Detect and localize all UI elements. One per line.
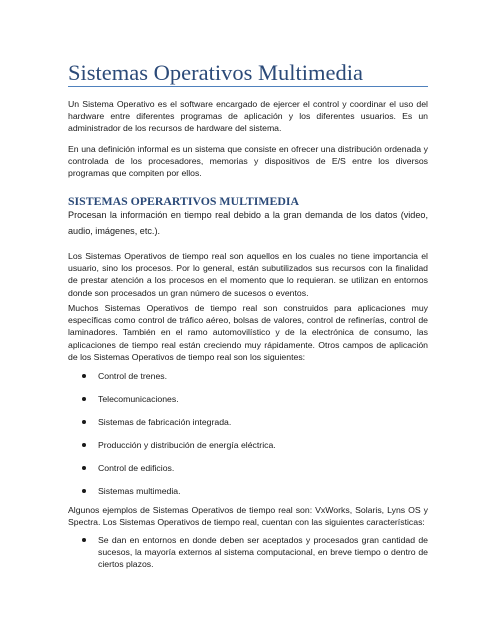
bullet-icon xyxy=(82,538,86,542)
examples-paragraph: Algunos ejemplos de Sistemas Operativos de tiempo real son: VxWorks, Solaris, Lyns OS y Spectra. Los Sistemas Operativos de tiempo real, cuentan con las siguientes características: xyxy=(68,505,428,528)
section-heading: SISTEMAS OPERARTIVOS MULTIMEDIA xyxy=(68,194,299,208)
bullet-icon xyxy=(82,443,86,447)
applications-list xyxy=(68,370,428,508)
list-item xyxy=(68,370,428,393)
characteristics-list xyxy=(68,534,428,571)
list-item-text: Se dan en entornos en donde deben ser aceptados y procesados gran cantidad de sucesos, la mayoría externos al sistema computacional, en breve tiempo o dentro de ciertos plazos. xyxy=(98,535,428,570)
list-item-text: Telecomunicaciones. xyxy=(98,394,179,404)
list-item-text: Sistemas de fabricación integrada. xyxy=(98,417,232,427)
list-item xyxy=(68,416,428,439)
list-item-text: Producción y distribución de energía eléctrica. xyxy=(98,440,276,450)
list-item xyxy=(68,439,428,462)
bullet-icon xyxy=(82,397,86,401)
list-item-text: Control de edificios. xyxy=(98,463,175,473)
list-item xyxy=(68,393,428,416)
bullet-icon xyxy=(82,420,86,424)
list-item-text: Sistemas multimedia. xyxy=(98,486,181,496)
intro-paragraph-1: Un Sistema Operativo es el software encargado de ejercer el control y coordinar el uso del hardware entre diferentes programas de aplicación y los diferentes usuarios. Es un administrador de los recursos de hardware del sistema. xyxy=(68,99,428,134)
title-underline xyxy=(68,86,428,87)
list-item-text: Control de trenes. xyxy=(98,371,168,381)
list-item xyxy=(68,534,428,571)
list-item xyxy=(68,462,428,485)
page-title: Sistemas Operativos Multimedia xyxy=(68,60,363,85)
section-paragraph-3: Muchos Sistemas Operativos de tiempo real son construidos para aplicaciones muy específicas como control de tráfico aéreo, bolsas de valores, control de refinerías, control de laminadores. También en el ramo automovilístico y de la electrónica de consumo, las aplicaciones de tiempo real están creciendo muy rápidamente. Otros campos de aplicación de los Sistemas Operativos de tiempo real son los siguientes: xyxy=(68,303,428,362)
intro-paragraph-2: En una definición informal es un sistema que consiste en ofrecer una distribución ordenada y controlada de los procesadores, memorias y dispositivos de E/S entre los diversos programas que compiten por ellos. xyxy=(68,144,428,179)
bullet-icon xyxy=(82,374,86,378)
bullet-icon xyxy=(82,466,86,470)
bullet-icon xyxy=(82,489,86,493)
section-paragraph-1: Procesan la información en tiempo real debido a la gran demanda de los datos (video, audio, imágenes, etc.). xyxy=(68,210,428,236)
section-paragraph-2: Los Sistemas Operativos de tiempo real son aquellos en los cuales no tiene importancia el usuario, sino los procesos. Por lo general, están subutilizados sus recursos con la finalidad de prestar atención a los procesos en el momento que lo requieran. se utilizan en entornos donde son procesados un gran número de sucesos o eventos. xyxy=(68,251,428,298)
